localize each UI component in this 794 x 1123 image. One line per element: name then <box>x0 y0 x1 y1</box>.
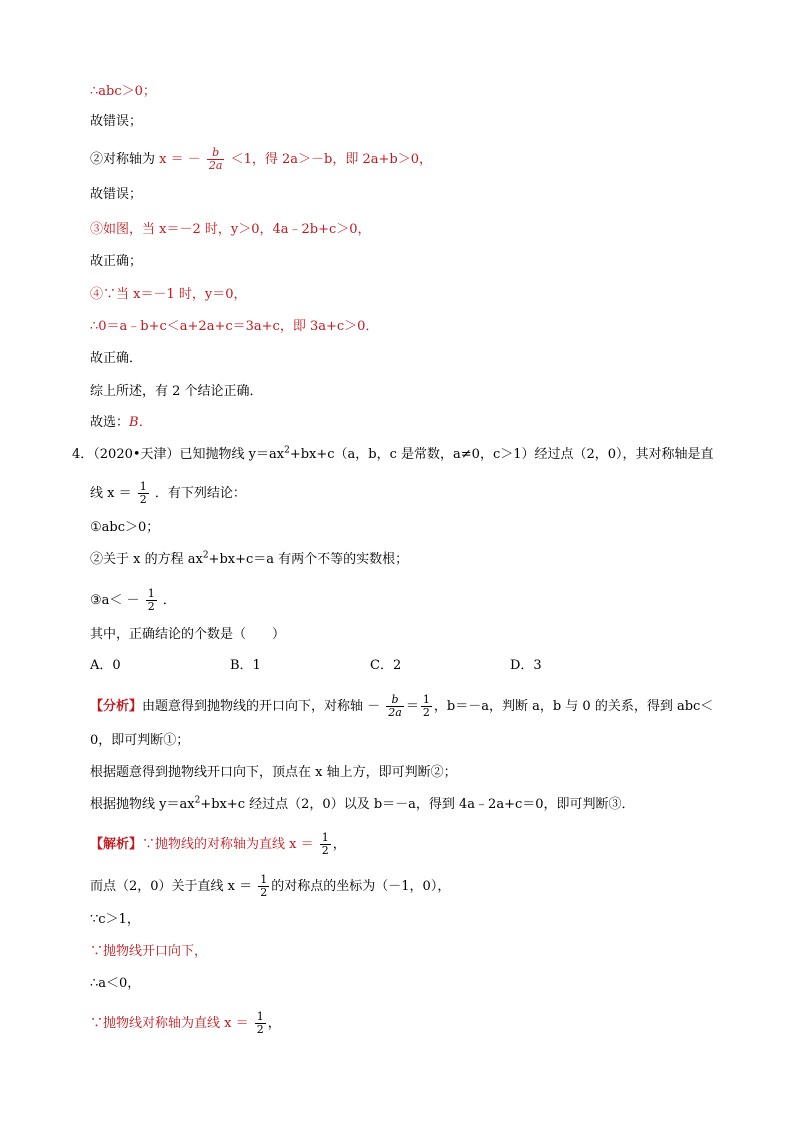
option-a: A．0 <box>90 658 121 673</box>
fraction-denominator: 2 <box>260 886 268 899</box>
superscript: 2 <box>284 445 290 456</box>
fraction-denominator: 2 <box>256 1023 264 1036</box>
fraction-numerator: 1 <box>260 873 268 886</box>
text: 的对称点的坐标为（－1，0）， <box>271 879 451 894</box>
statement-1: ①abc＞0； <box>90 520 160 535</box>
solution-line: ∴abc＞0； <box>90 84 156 99</box>
solution-tag: 【解析】 <box>90 837 143 852</box>
fraction-numerator: b <box>207 147 225 160</box>
superscript: 2 <box>194 795 201 806</box>
fraction <box>386 694 404 719</box>
option-c: C．2 <box>370 658 402 673</box>
text: 线 x ＝ <box>90 486 132 501</box>
text: ．有下列结论： <box>154 486 246 501</box>
text: ，b＝－a，判断 a，b 与 0 的关系，得到 abc＜ <box>433 699 714 714</box>
text: ②关于 x 的方程 ax <box>90 552 203 567</box>
text: ∵抛物线对称轴为直线 x ＝ <box>90 1016 249 1031</box>
analysis-line: 根据题意得到抛物线开口向下，顶点在 x 轴上方，即可判断②； <box>90 765 457 780</box>
text: ， <box>332 837 346 852</box>
fraction-numerator: 1 <box>321 831 329 844</box>
statement-3 <box>90 588 176 613</box>
analysis-tag: 【分析】 <box>90 699 143 714</box>
text: 根据抛物线 y＝ax <box>90 797 195 812</box>
solution-line <box>90 832 346 857</box>
question-stem <box>72 446 714 464</box>
solution-line-axis <box>90 147 432 172</box>
solution-line <box>90 1011 281 1036</box>
statement-2 <box>90 551 408 569</box>
fraction-denominator: 2 <box>139 493 147 506</box>
analysis-line <box>90 796 635 814</box>
fraction <box>146 588 157 613</box>
option-b: B．1 <box>230 658 261 673</box>
text: +bx+c（a，b，c 是常数，a≠0，c＞1）经过点（2，0），其对称轴是直 <box>289 447 714 462</box>
fraction <box>255 1011 266 1036</box>
fraction <box>421 694 432 719</box>
fraction-denominator: 2 <box>422 706 430 719</box>
text: x ＝ － <box>159 152 201 167</box>
fraction-numerator: b <box>386 694 404 707</box>
text: 由题意得到抛物线的开口向下，对称轴 － <box>142 699 381 714</box>
fraction-denominator: 2a <box>208 159 223 172</box>
solution-line: ∵c＞1， <box>90 912 140 927</box>
conclusion-line: 故错误； <box>90 114 143 129</box>
text: ， <box>267 1016 281 1031</box>
fraction-denominator: 2 <box>321 844 329 857</box>
solution-line: ∵抛物线开口向下， <box>90 944 208 959</box>
fraction-denominator: 2a <box>388 706 402 719</box>
text: ＝ <box>405 699 419 714</box>
fraction <box>258 874 269 899</box>
text: ∵抛物线的对称轴为直线 x ＝ <box>142 837 314 852</box>
analysis-line: 0，即可判断①； <box>90 733 190 748</box>
answer: B． <box>129 415 152 430</box>
question-stem-cont <box>90 481 246 506</box>
solution-line <box>90 874 450 899</box>
fraction-numerator: 1 <box>256 1010 264 1023</box>
fraction <box>320 832 331 857</box>
text: ③a＜ － <box>90 593 140 608</box>
text: 故选： <box>90 415 130 430</box>
summary-line: 综上所述，有 2 个结论正确． <box>90 384 263 399</box>
answer-line <box>90 414 152 432</box>
solution-line: ③如图，当 x＝－2 时，y＞0，4a﹣2b+c＞0， <box>90 222 371 237</box>
text: +bx+c＝a 有两个不等的实数根； <box>208 552 409 567</box>
solution-line: ∴0＝a﹣b+c＜a+2a+c＝3a+c，即 3a+c＞0． <box>90 319 379 334</box>
text: +bx+c 经过点（2，0）以及 b＝－a，得到 4a﹣2a+c＝0，即可判断③． <box>200 797 635 812</box>
text: ． <box>162 593 176 608</box>
fraction <box>138 481 149 506</box>
solution-line: ④∵当 x＝－1 时，y＝0， <box>90 287 247 302</box>
question-prompt: 其中，正确结论的个数是（ ） <box>90 627 286 642</box>
analysis-line <box>90 694 713 719</box>
fraction-numerator: 1 <box>139 480 147 493</box>
text: ＜1，得 2a＞－b，即 2a+b＞0， <box>230 152 432 167</box>
text: 4．（2020•天津）已知抛物线 y＝ax <box>72 447 285 462</box>
conclusion-line: 故正确； <box>90 254 143 269</box>
fraction-denominator: 2 <box>147 600 155 613</box>
text: ②对称轴为 <box>90 152 156 167</box>
options-row <box>90 657 542 675</box>
conclusion-line: 故错误； <box>90 187 143 202</box>
conclusion-line: 故正确． <box>90 351 143 366</box>
fraction <box>207 147 225 172</box>
option-d: D．3 <box>510 658 542 673</box>
text: 而点（2，0）关于直线 x ＝ <box>90 879 253 894</box>
fraction-numerator: 1 <box>422 693 430 706</box>
fraction-numerator: 1 <box>147 587 155 600</box>
solution-line: ∴a＜0， <box>90 976 141 991</box>
superscript: 2 <box>202 550 209 561</box>
